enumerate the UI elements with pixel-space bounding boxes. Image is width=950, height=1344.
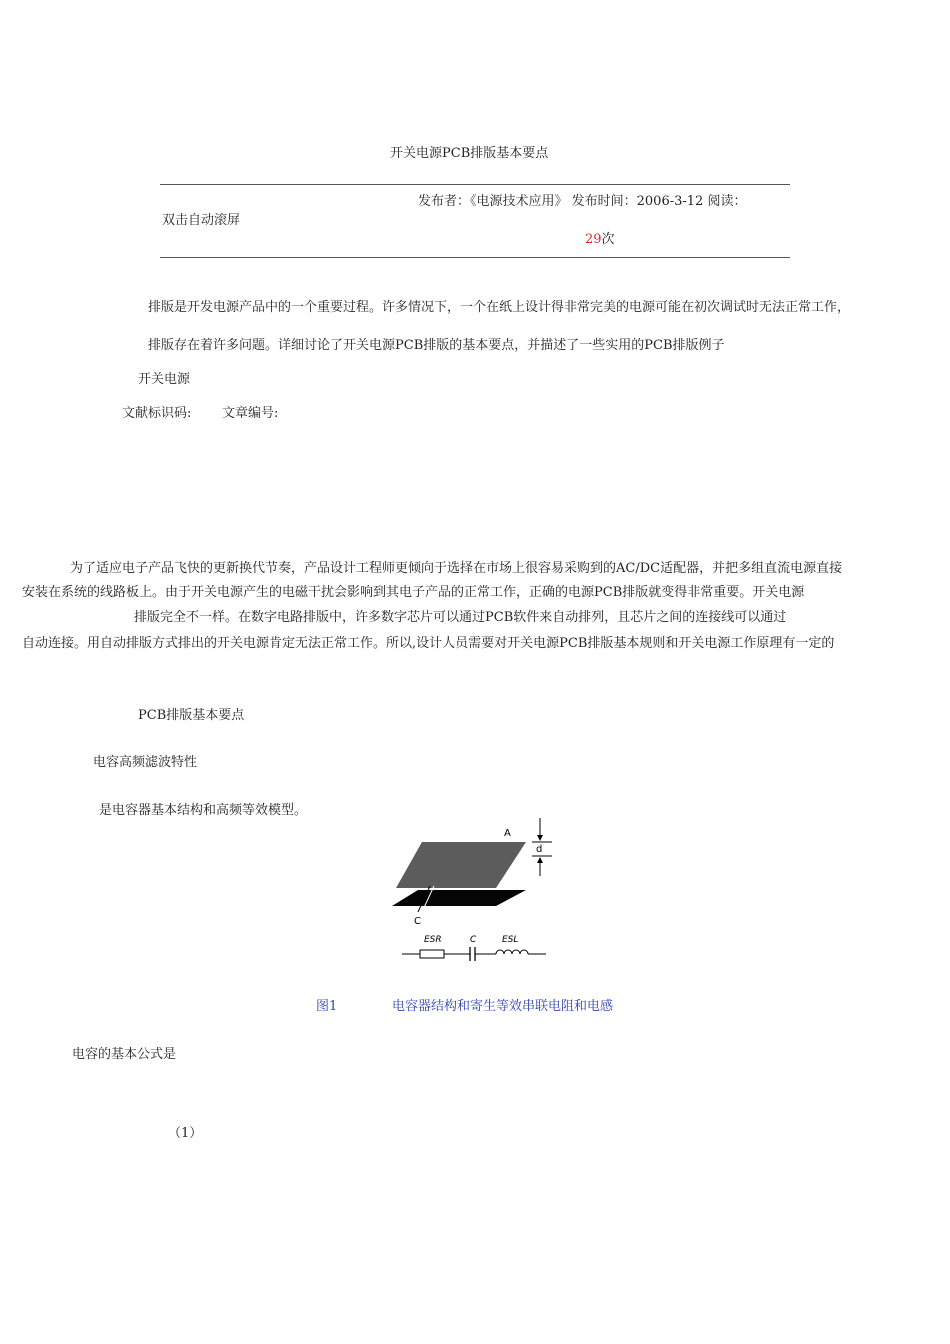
figure-caption: 电容器结构和寄生等效串联电阻和电感 bbox=[392, 999, 614, 1014]
formula-intro: 电容的基本公式是 bbox=[72, 1047, 177, 1062]
cap-label: C bbox=[470, 935, 477, 945]
keywords: 开关电源 bbox=[138, 372, 191, 387]
abstract-line-1: 排版是开发电源产品中的一个重要过程。许多情况下，一个在纸上设计得非常完美的电源可能在初次调试时无法正常工作， bbox=[148, 300, 851, 315]
esr-label: ESR bbox=[424, 935, 442, 945]
capacitor-figure bbox=[392, 816, 562, 964]
section-title: PCB排版基本要点 bbox=[138, 708, 245, 723]
body-line-4: 自动连接。用自动排版方式排出的开关电源肯定无法正常工作。所以,设计人员需要对开关电源PCB排版基本规则和开关电源工作原理有一定的 bbox=[22, 636, 835, 651]
esl-label: ESL bbox=[502, 935, 519, 945]
capacitor-top-plate bbox=[396, 842, 526, 888]
publish-meta: 发布者：《电源技术应用》 发布时间：2006-3-12 阅读： bbox=[418, 194, 747, 209]
page-title: 开关电源PCB排版基本要点 bbox=[390, 146, 549, 161]
article-number-label: 文章编号: bbox=[222, 406, 279, 421]
header-bottom-divider bbox=[160, 257, 790, 258]
body-line-1: 为了适应电子产品飞快的更新换代节奏，产品设计工程师更倾向于选择在市场上很容易采购到的AC/DC适配器，并把多组直流电源直接 bbox=[70, 561, 843, 576]
figure-label: 图1 bbox=[316, 999, 338, 1014]
subsection-title: 电容高频滤波特性 bbox=[93, 755, 198, 770]
read-count: 29 bbox=[585, 232, 602, 247]
abstract-line-2: 排版存在着许多问题。详细讨论了开关电源PCB排版的基本要点，并描述了一些实用的PCB排版例子 bbox=[148, 338, 725, 353]
plate-distance-label: d bbox=[536, 844, 543, 855]
plate-area-label: A bbox=[504, 828, 511, 839]
doc-id-label: 文献标识码: bbox=[122, 406, 192, 421]
figure-intro-text: 是电容器基本结构和高频等效模型。 bbox=[99, 803, 308, 818]
capacitance-label: C bbox=[414, 916, 421, 927]
resistor-symbol bbox=[420, 950, 444, 958]
body-line-2: 安装在系统的线路板上。由于开关电源产生的电磁干扰会影响到其电子产品的正常工作，正确的电源PCB排版就变得非常重要。开关电源 bbox=[22, 585, 805, 600]
inductor-symbol bbox=[496, 950, 528, 954]
header-top-divider bbox=[160, 184, 790, 185]
auto-scroll-link[interactable]: 双击自动滚屏 bbox=[162, 213, 241, 228]
capacitor-bottom-plate bbox=[392, 890, 526, 906]
body-line-3: 排版完全不一样。在数字电路排版中，许多数字芯片可以通过PCB软件来自动排列，且芯片之间的连接线可以通过 bbox=[134, 610, 787, 625]
read-count-suffix: 次 bbox=[601, 232, 615, 247]
formula-number: （1） bbox=[168, 1126, 203, 1141]
read-count-line bbox=[585, 228, 615, 247]
